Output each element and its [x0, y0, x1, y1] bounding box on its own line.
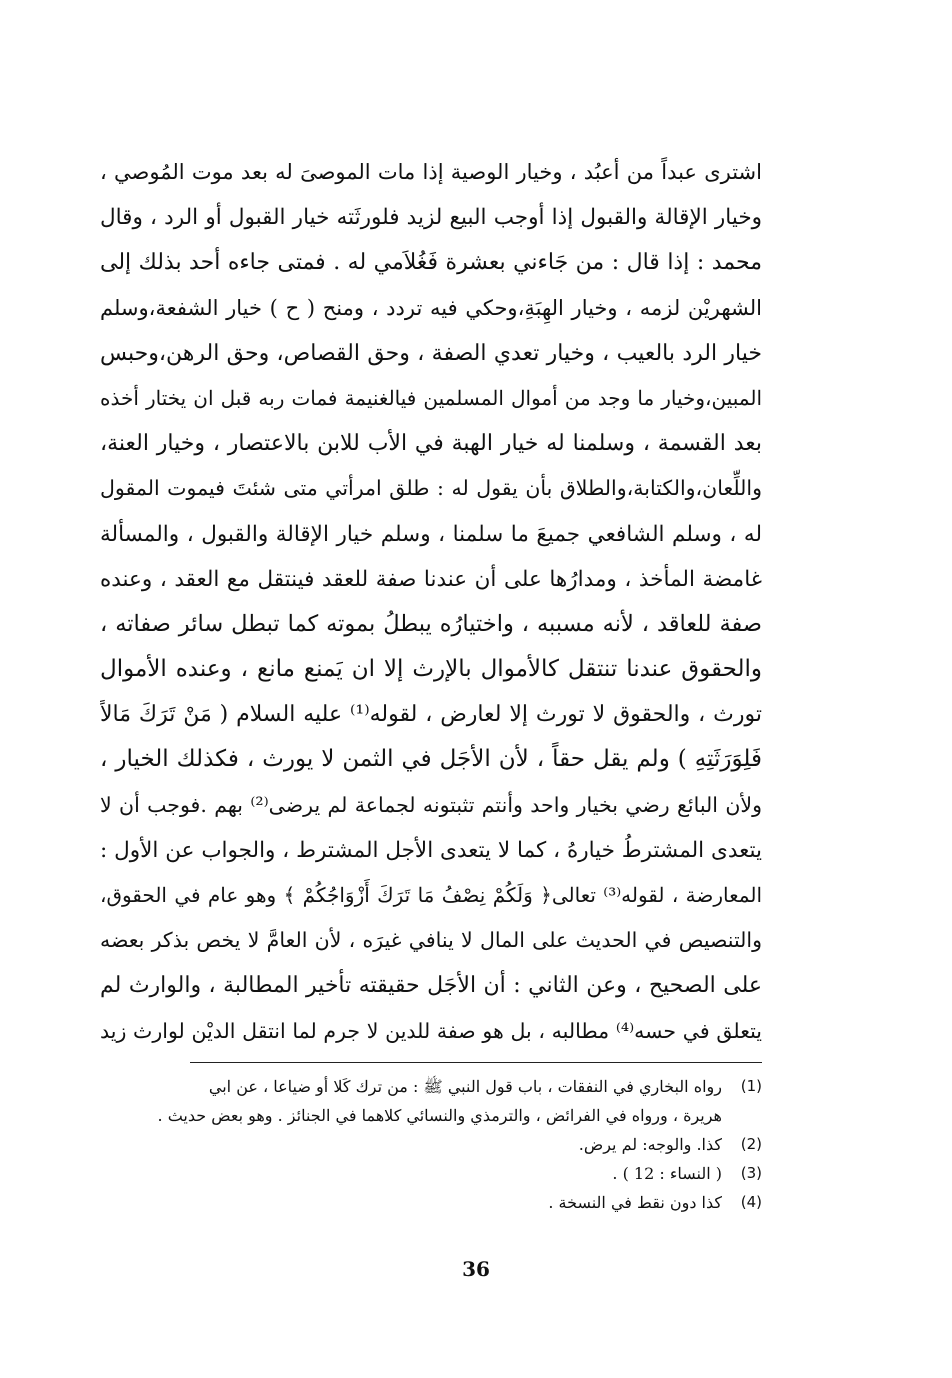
footnote-text — [100, 1072, 722, 1130]
text-line: اشترى عبداً من أعبُد ، وخيار الوصية إذا مات الموصىَ له بعد موت المُوصي ، — [100, 160, 762, 184]
footnotes-block — [100, 1072, 762, 1217]
footnote-2 — [100, 1130, 762, 1159]
footnote-text — [100, 1159, 722, 1188]
footnote-1 — [100, 1072, 762, 1130]
text-line: صفة للعاقد ، لأنه مسببه ، واختيارُه يبطلُ بموته كما تبطل سائر صفاته ، — [100, 610, 762, 637]
text-line: تورث ، والحقوق لا تورث إلا لعارض ، لقوله⁽¹⁾ عليه السلام ( مَنْ تَرَكَ مَالاً — [100, 702, 762, 728]
text-line: يتعلق في حسه⁽⁴⁾ مطالبه ، بل هو صفة للدين لا جرم لما انتقل الديْن لوارث زيد — [100, 1018, 762, 1043]
text-line: الشهريْن لزمه ، وخيار الهِبَةِ،وحكي فيه تردد ، ومنح ( ح ) خيار الشفعة،وسلم — [100, 295, 762, 320]
text-line: فَلِوَرَثَتِهِ ) ولم يقل حقاً ، لأن الأجَل في الثمن لا يورث ، فكذلك الخيار ، — [100, 746, 762, 773]
text-line: على الصحيح ، وعن الثاني : أن الأجَل حقيقته تأخير المطالبة ، والوارث لم — [100, 973, 762, 999]
text-line: والتنصيص في الحديث على المال لا ينافي غيرَه ، لأن العامَّ لا يخص بذكر بعضه — [100, 928, 762, 953]
text-line: واللِّعان،والكتابة،والطلاق بأن يقول له : طلق امرأتي متى شئتَ فيموت المقول — [100, 476, 762, 501]
text-line: يتعدى المشترطُ خيارهُ ، كما لا يتعدى الأجل المشترط ، والجواب عن الأول : — [100, 837, 762, 863]
page-number: 36 — [462, 1257, 490, 1281]
main-text-block — [100, 150, 762, 1054]
text-line: ولأن البائع رضي بخيار واحد وأنتم تثبتونه لجماعة لم يرضى⁽²⁾ بهم .فوجب أن لا — [100, 792, 762, 817]
text-line: غامضة المأخذ ، ومدارُها على أن عندنا صفة للعقد فينتقل مع العقد ، وعنده — [100, 566, 762, 592]
footnote-number: (4) — [740, 1193, 762, 1211]
footnote-4 — [100, 1188, 762, 1217]
footnote-number: (3) — [740, 1164, 762, 1182]
text-line: بعد القسمة ، وسلمنا له خيار الهبة في الأب للابن بالاعتصار ، وخيار العنة، — [100, 431, 762, 457]
text-line: وخيار الإقالة والقبول إذا أوجب البيع لزيد فلورثَته خيار القبول أو الرد ، وقال — [100, 205, 762, 231]
footnote-line: رواه البخاري في النفقات ، باب قول النبي ﷺ : من ترك كَلا أو ضياعا ، عن ابي — [208, 1077, 722, 1096]
text-line: محمد : إذا قال : من جَاءني بعشرة فَغُلاَمي له . فمتى جاءه أحد بذلك إلى — [100, 250, 762, 276]
footnote-line: كذا. والوجه: لم يرض. — [578, 1135, 722, 1154]
text-line: له ، وسلم الشافعي جميعَ ما سلمنا ، وسلم خيار الإقالة والقبول ، والمسألة — [100, 521, 762, 547]
footnote-separator — [190, 1062, 762, 1063]
text-line: المعارضة ، لقوله⁽³⁾ تعالى﴿ وَلَكُمْ نِصْفُ مَا تَرَكَ أَزْوَاجُكُمْ ﴾ وهو عام في الحقوق، — [100, 883, 762, 907]
footnote-text — [100, 1188, 722, 1217]
text-line: المبين،وخيار ما وجد من أموال المسلمين فيالغنيمة فمات ربه قبل ان يختار أخذه — [100, 385, 762, 410]
footnote-line: هريرة ، ورواه في الفرائض ، والترمذي والنسائي كلاهما في الجنائز . وهو بعض حديث . — [157, 1106, 722, 1125]
footnote-3 — [100, 1159, 762, 1188]
text-line: خيار الرد بالعيب ، وخيار تعدي الصفة ، وحق القصاص، وحق الرهن،وحبس — [100, 340, 762, 366]
footnote-line: ( النساء : 12 ) . — [612, 1164, 722, 1183]
text-line: والحقوق عندنا تنتقل كالأموال بالإرث إلا ان يَمنع مانع ، وعنده الأموال — [100, 656, 762, 683]
footnote-text — [100, 1130, 722, 1159]
footnote-line: كذا دون نقط في النسخة . — [548, 1193, 722, 1212]
footnote-number: (2) — [740, 1135, 762, 1153]
footnote-number: (1) — [740, 1077, 762, 1095]
